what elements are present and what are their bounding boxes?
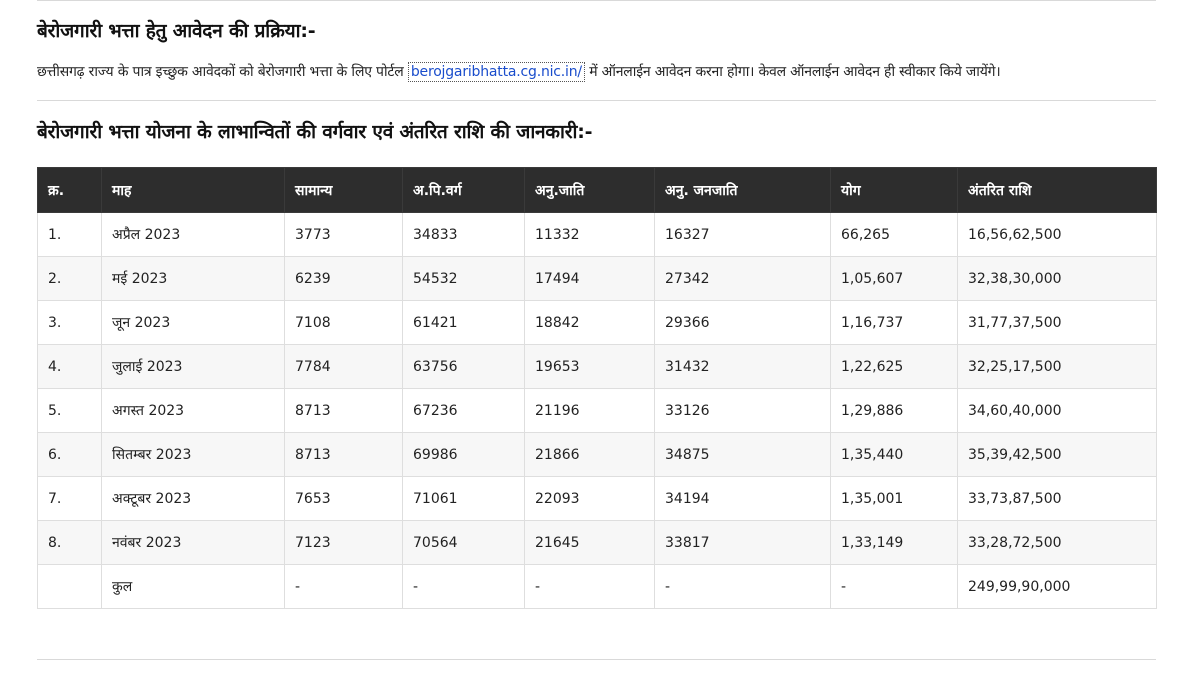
cell-st: 34875	[655, 433, 831, 477]
cell-serial: 3.	[38, 301, 102, 345]
cell-month: जुलाई 2023	[102, 345, 285, 389]
cell-amount: 33,28,72,500	[958, 521, 1157, 565]
cell-general: 8713	[285, 389, 403, 433]
cell-month: मई 2023	[102, 257, 285, 301]
header-total: योग	[831, 168, 958, 213]
cell-serial: 5.	[38, 389, 102, 433]
cell-amount: 33,73,87,500	[958, 477, 1157, 521]
cell-sc: 21645	[525, 521, 655, 565]
table-row	[38, 521, 1157, 565]
table-row	[38, 433, 1157, 477]
cell-st: -	[655, 565, 831, 609]
header-month: माह	[102, 168, 285, 213]
cell-amount: 34,60,40,000	[958, 389, 1157, 433]
cell-general: 7784	[285, 345, 403, 389]
cell-st: 33817	[655, 521, 831, 565]
table-row	[38, 565, 1157, 609]
cell-obc: 34833	[403, 213, 525, 257]
cell-obc: 70564	[403, 521, 525, 565]
cell-total: 1,16,737	[831, 301, 958, 345]
cell-total: 1,05,607	[831, 257, 958, 301]
cell-amount: 249,99,90,000	[958, 565, 1157, 609]
cell-obc: 63756	[403, 345, 525, 389]
cell-amount: 35,39,42,500	[958, 433, 1157, 477]
cell-month: सितम्बर 2023	[102, 433, 285, 477]
cell-month: नवंबर 2023	[102, 521, 285, 565]
cell-sc: 19653	[525, 345, 655, 389]
table-row	[38, 257, 1157, 301]
cell-total: 66,265	[831, 213, 958, 257]
process-paragraph	[37, 62, 1000, 81]
cell-month: अप्रैल 2023	[102, 213, 285, 257]
cell-total: 1,22,625	[831, 345, 958, 389]
table-heading: बेरोजगारी भत्ता योजना के लाभान्वितों की वर्गवार एवं अंतरित राशि की जानकारी:-	[37, 121, 593, 143]
cell-sc: 18842	[525, 301, 655, 345]
cell-serial: 2.	[38, 257, 102, 301]
cell-general: 7108	[285, 301, 403, 345]
cell-amount: 32,38,30,000	[958, 257, 1157, 301]
cell-total: 1,29,886	[831, 389, 958, 433]
table-row	[38, 301, 1157, 345]
cell-st: 33126	[655, 389, 831, 433]
cell-obc: -	[403, 565, 525, 609]
cell-amount: 32,25,17,500	[958, 345, 1157, 389]
cell-amount: 16,56,62,500	[958, 213, 1157, 257]
cell-total: 1,35,001	[831, 477, 958, 521]
cell-st: 31432	[655, 345, 831, 389]
cell-sc: 21196	[525, 389, 655, 433]
portal-link[interactable]: berojgaribhatta.cg.nic.in/	[408, 62, 585, 82]
cell-serial: 7.	[38, 477, 102, 521]
table-row	[38, 213, 1157, 257]
table-row	[38, 345, 1157, 389]
process-heading: बेरोजगारी भत्ता हेतु आवेदन की प्रक्रिया:-	[37, 20, 316, 42]
header-st: अनु. जनजाति	[655, 168, 831, 213]
cell-general: 8713	[285, 433, 403, 477]
header-amount: अंतरित राशि	[958, 168, 1157, 213]
section-divider	[37, 100, 1156, 101]
cell-serial: 8.	[38, 521, 102, 565]
cell-serial: 4.	[38, 345, 102, 389]
table-row	[38, 389, 1157, 433]
cell-month: जून 2023	[102, 301, 285, 345]
cell-total: 1,35,440	[831, 433, 958, 477]
cell-month: कुल	[102, 565, 285, 609]
cell-serial: 1.	[38, 213, 102, 257]
cell-general: 7123	[285, 521, 403, 565]
header-serial: क्र.	[38, 168, 102, 213]
cell-month: अक्टूबर 2023	[102, 477, 285, 521]
cell-general: -	[285, 565, 403, 609]
cell-obc: 54532	[403, 257, 525, 301]
cell-obc: 69986	[403, 433, 525, 477]
table-header-row	[38, 168, 1157, 213]
cell-sc: 22093	[525, 477, 655, 521]
cell-amount: 31,77,37,500	[958, 301, 1157, 345]
cell-sc: 11332	[525, 213, 655, 257]
cell-total: 1,33,149	[831, 521, 958, 565]
top-divider	[37, 0, 1156, 1]
bottom-divider	[37, 659, 1156, 660]
header-sc: अनु.जाति	[525, 168, 655, 213]
cell-obc: 71061	[403, 477, 525, 521]
cell-total: -	[831, 565, 958, 609]
cell-obc: 67236	[403, 389, 525, 433]
cell-serial	[38, 565, 102, 609]
table-row	[38, 477, 1157, 521]
cell-st: 16327	[655, 213, 831, 257]
cell-st: 34194	[655, 477, 831, 521]
cell-st: 27342	[655, 257, 831, 301]
cell-sc: 21866	[525, 433, 655, 477]
cell-sc: -	[525, 565, 655, 609]
cell-obc: 61421	[403, 301, 525, 345]
cell-general: 7653	[285, 477, 403, 521]
process-text-after: में ऑनलाईन आवेदन करना होगा। केवल ऑनलाईन आवेदन ही स्वीकार किये जायेंगे।	[584, 64, 1001, 80]
cell-general: 3773	[285, 213, 403, 257]
cell-sc: 17494	[525, 257, 655, 301]
cell-month: अगस्त 2023	[102, 389, 285, 433]
beneficiary-table	[37, 167, 1157, 609]
cell-serial: 6.	[38, 433, 102, 477]
cell-st: 29366	[655, 301, 831, 345]
process-text-before: छत्तीसगढ़ राज्य के पात्र इच्छुक आवेदकों को बेरोजगारी भत्ता के लिए पोर्टल	[37, 64, 408, 80]
cell-general: 6239	[285, 257, 403, 301]
header-general: सामान्य	[285, 168, 403, 213]
header-obc: अ.पि.वर्ग	[403, 168, 525, 213]
